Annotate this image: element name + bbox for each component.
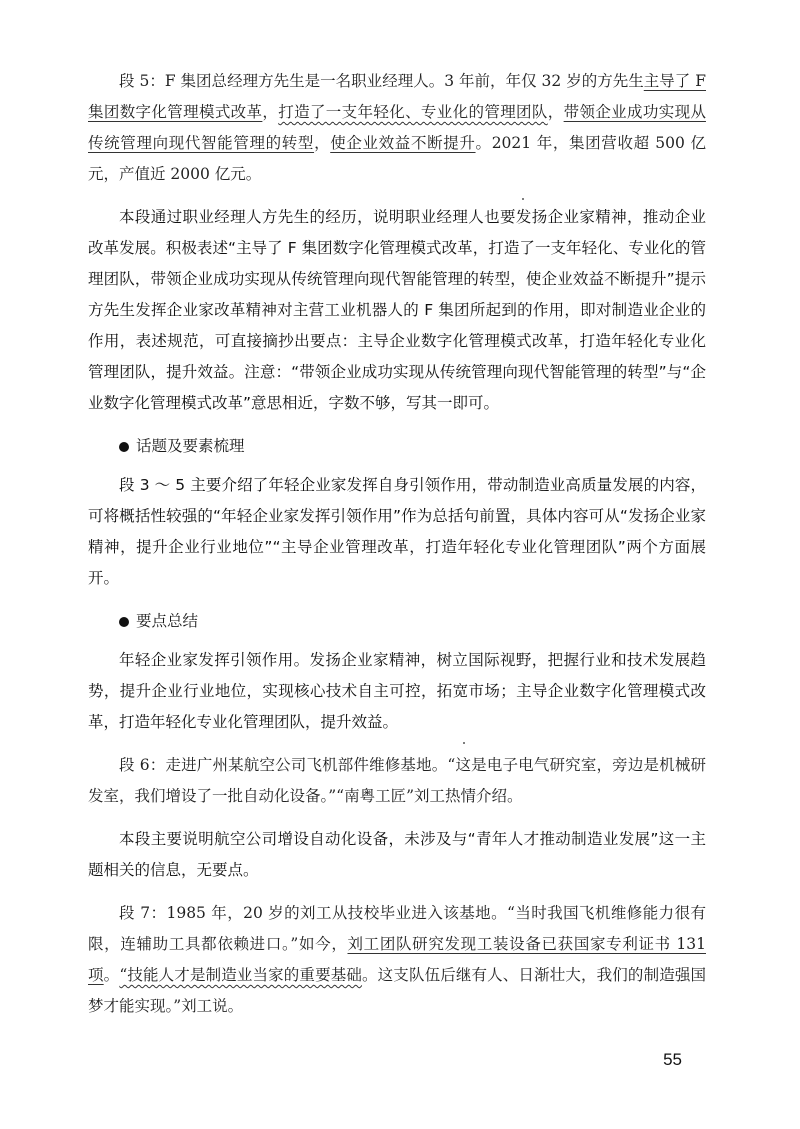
p5-text-a: 段 5：F 集团总经理方先生是一名职业经理人。3 年前，年仅 32 岁的方先生 [119, 72, 644, 90]
heading-key-points [88, 606, 706, 637]
p5-underline-benefit: 使企业效益不断提升 [330, 134, 476, 152]
p7-underline-patents: 刘工团队研究发现工装设备已获国家专利证书 131 项 [88, 935, 706, 984]
analysis-paragraph-6: 本段主要说明航空公司增设自动化设备，未涉及与“青年人才推动制造业发展”这一主题相关的信息，无要点。 [88, 830, 706, 879]
scan-speck [463, 742, 465, 744]
p5-comma-2: ， [547, 103, 564, 121]
p7-text-end: 。这支队伍后继有人、日渐壮大，我们的制造强国梦才能实现。”刘工说。 [88, 966, 706, 1015]
topic-paragraph: 段 3 ～ 5 主要介绍了年轻企业家发挥自身引领作用，带动制造业高质量发展的内容，可将概括性较强的“年轻企业家发挥引领作用”作为总括句前置，具体内容可从“发扬企业家精神，提升企业行业地位”“主导企业管理改革，打造年轻化专业化管理团队”两个方面展开。 [88, 476, 706, 587]
p7-period: 。 [103, 966, 120, 984]
page-number: 55 [663, 1050, 682, 1069]
p5-text-end: 。2021 年，集团营收超 500 亿元，产值近 2000 亿元。 [88, 134, 706, 183]
heading-topic-elements [88, 431, 706, 462]
p7-wavy-talent: “技能人才是制造业当家的重要基础 [119, 966, 363, 984]
heading-text: 话题及要素梳理 [136, 437, 245, 455]
p5-underline-transform: 带领企业成功实现从传统管理向现代智能管理的转型 [88, 103, 706, 152]
p5-wavy-team: 打造了一支年轻化、专业化的管理团队 [278, 103, 548, 121]
heading-text: 要点总结 [136, 612, 199, 630]
paragraph-7 [88, 898, 706, 1022]
key-points-paragraph: 年轻企业家发挥引领作用。发扬企业家精神，树立国际视野，把握行业和技术发展趋势，提升企业行业地位，实现核心技术自主可控，拓宽市场；主导企业数字化管理模式改革，打造年轻化专业化管理团队，提升效益。 [88, 651, 706, 731]
paragraph-5 [88, 66, 706, 190]
p5-underline-reform: 主导了 F 集团数字化管理模式改革 [88, 72, 706, 121]
p7-text-a: 段 7：1985 年，20 岁的刘工从技校毕业进入该基地。“当时我国飞机维修能力很有限，连辅助工具都依赖进口。”如今， [88, 904, 706, 953]
analysis-paragraph-5: 本段通过职业经理人方先生的经历，说明职业经理人也要发扬企业家精神，推动企业改革发展。积极表述“主导了 F 集团数字化管理模式改革，打造了一支年轻化、专业化的管理团队，带领企业成功实现从传统管理向现代智能管理的转型，使企业效益不断提升”提示方先生发挥企业家改革精神对主营工业机器人的 F 集团所起到的作用，即对制造业企业的作用，表述规范，可直接摘抄出要点：主导企业数字化管理模式改革，打造年轻化专业化管理团队，提升效益。注意：“带领企业成功实现从传统管理向现代智能管理的转型”与“企业数字化管理模式改革”意思相近，字数不够，写其一即可。 [88, 208, 706, 412]
document-page [88, 66, 706, 1034]
scan-speck [522, 198, 524, 200]
paragraph-6: 段 6：走进广州某航空公司飞机部件维修基地。“这是电子电气研究室，旁边是机械研发室，我们增设了一批自动化设备。”“南粤工匠”刘工热情介绍。 [88, 756, 706, 805]
bullet-dot-icon [119, 617, 129, 627]
p5-comma-1: ， [262, 103, 279, 121]
bullet-dot-icon [119, 442, 129, 452]
p5-comma-3: ， [314, 134, 331, 152]
